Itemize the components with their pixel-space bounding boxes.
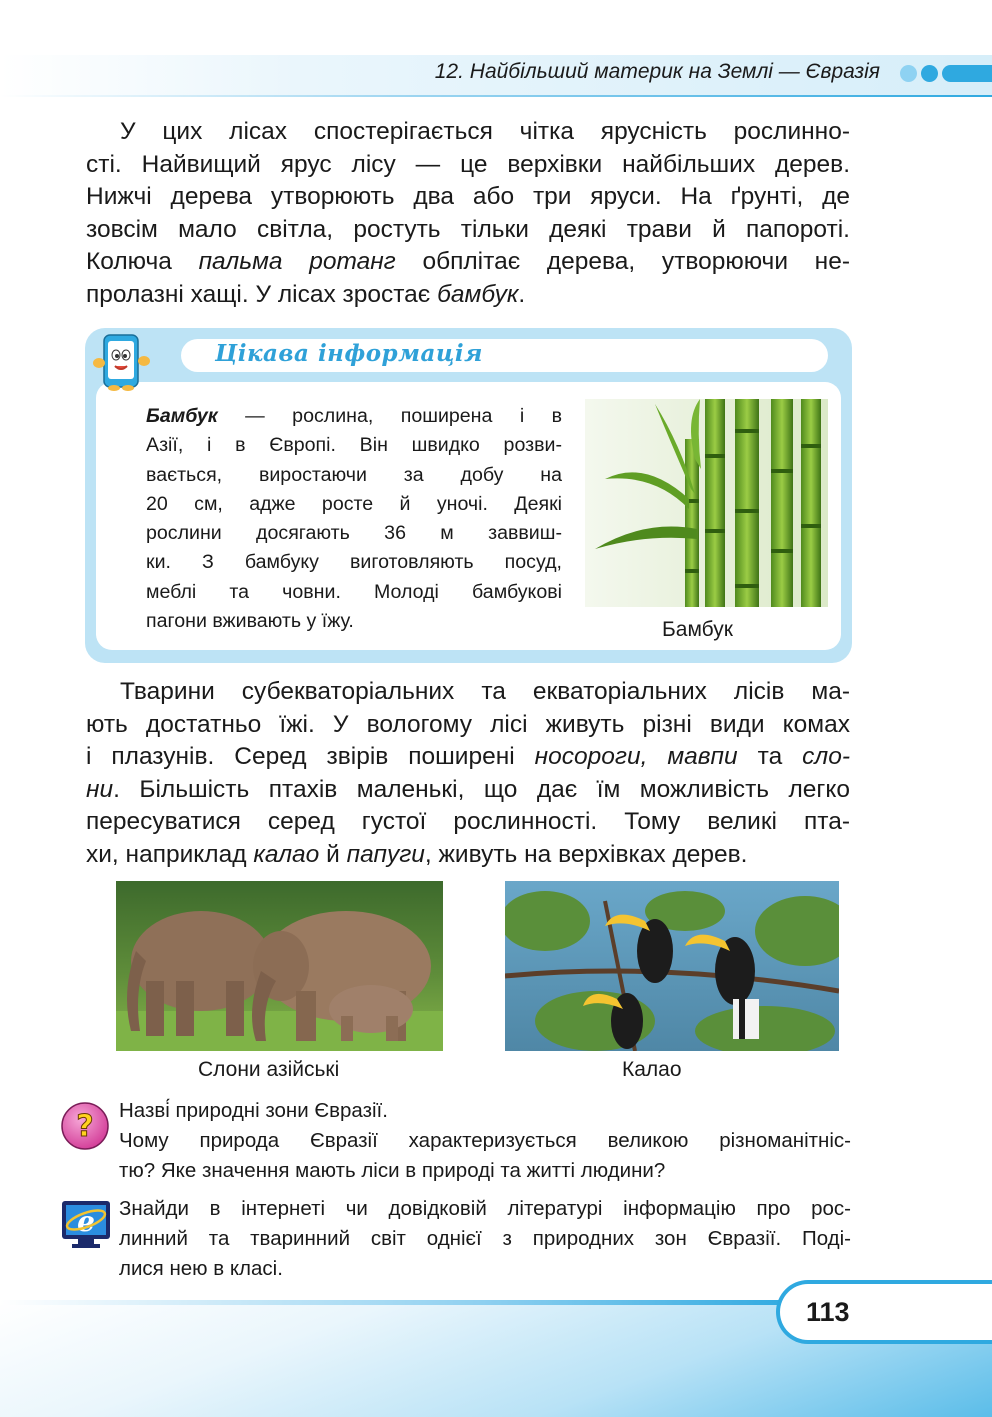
term-elephants-part: сло- <box>802 743 850 771</box>
text-line: 20 см, адже росте й уночі. Деякі <box>146 492 562 515</box>
question-mark-icon <box>60 1101 110 1151</box>
header-dot-light <box>900 65 917 82</box>
task-line: линний та тваринний світ однієї з природних зон Євразії. Поді- <box>119 1227 851 1250</box>
text-line: зовсім мало світла, ростуть тільки деякі трави й папороті. <box>86 215 850 243</box>
text-fragment: — рослина, поширена і в <box>217 405 562 427</box>
text-line: Нижчі дерева утворюють два або три яруси. На ґрунті, де <box>86 183 850 211</box>
questions-block <box>119 1096 851 1186</box>
text-line <box>86 774 850 807</box>
paragraph-animals <box>86 676 850 872</box>
text-fragment: Колюча <box>86 248 199 276</box>
term-bamboo: бамбук <box>437 280 519 308</box>
text-line: Тварини субекваторіальних та екваторіальних лісів ма- <box>120 678 850 705</box>
text-line: Азії, і в Європі. Він швидко розви- <box>146 434 562 457</box>
paragraph-forest-layers <box>86 116 850 312</box>
page-number: 113 <box>780 1284 992 1340</box>
text-line <box>86 741 850 774</box>
question-2-cont: тю? Яке значення мають ліси в природі та житті людини? <box>119 1159 666 1182</box>
text-fragment: пролазні хащі. У лісах зростає <box>86 280 438 308</box>
info-text-bamboo <box>146 402 562 636</box>
svg-text:e: e <box>77 1205 95 1238</box>
text-fragment: обплітає дерева, утворюючи не- <box>395 248 850 276</box>
text-fragment: . <box>518 280 526 308</box>
header-rule <box>0 95 992 97</box>
text-line: У цих лісах спостерігається чітка ярусність рослинно- <box>120 118 850 145</box>
text-line: меблі та човни. Молоді бамбукові <box>146 580 562 603</box>
header-decoration <box>900 63 992 83</box>
text-line: рослини досягають 36 м заввиш- <box>146 522 562 545</box>
text-line: пагони вживають у їжу. <box>146 610 354 633</box>
term-bamboo-bold: Бамбук <box>146 405 218 427</box>
svg-text:?: ? <box>76 1109 94 1144</box>
term-elephants-end: ни <box>86 775 114 803</box>
text-line <box>146 402 562 431</box>
text-line: вається, виростаючи за добу на <box>146 463 562 486</box>
term-rotang: пальма ротанг <box>198 248 396 276</box>
hornbill-photo <box>505 881 839 1051</box>
internet-explorer-icon <box>60 1199 112 1251</box>
bamboo-caption: Бамбук <box>662 618 733 641</box>
task-line: Знайди в інтернеті чи довідковій літературі інформацію про рос- <box>119 1197 851 1220</box>
text-line <box>86 246 850 279</box>
text-line: сті. Найвищий ярус лісу — це верхівки найбільших дерев. <box>86 150 850 178</box>
term-parrots: папуги <box>346 840 425 868</box>
header-dot-dark <box>921 65 938 82</box>
bamboo-image <box>585 399 828 607</box>
text-line <box>86 839 850 872</box>
header-bar <box>942 65 992 82</box>
text-fragment: та <box>737 743 803 771</box>
text-fragment: , живуть на верхівках дерев. <box>424 840 748 868</box>
elephants-photo <box>116 881 443 1051</box>
term-hornbill: калао <box>253 840 320 868</box>
term-rhinos-monkeys: носороги, мавпи <box>534 743 738 771</box>
tablet-mascot-icon <box>90 333 154 391</box>
hornbill-caption: Калао <box>622 1058 682 1081</box>
text-line: пересуватися серед густої рослинності. Тому великі пта- <box>86 808 850 836</box>
internet-task-block <box>119 1194 851 1284</box>
text-line: ки. З бамбуку виготовляють посуд, <box>146 551 562 574</box>
info-title: Цікава інформація <box>215 340 483 367</box>
text-line: ють достатньо їжі. У вологому лісі живуть різні види комах <box>86 710 850 738</box>
text-fragment: і плазунів. Серед звірів поширені <box>86 743 535 771</box>
chapter-title: 12. Найбільший материк на Землі — Євразія <box>434 60 880 83</box>
task-line: лися нею в класі. <box>119 1257 283 1280</box>
elephants-caption: Слони азійські <box>198 1058 340 1081</box>
question-2: Чому природа Євразії характеризується великою різноманітніс- <box>119 1129 851 1152</box>
text-line <box>86 279 850 312</box>
question-1: Назві́ природні зони Євразії. <box>119 1099 388 1122</box>
text-fragment: хи, наприклад <box>86 840 254 868</box>
text-fragment: . Більшість птахів маленькі, що дає їм можливість легко <box>113 775 850 803</box>
footer-line <box>0 1300 800 1305</box>
text-fragment: й <box>319 840 347 868</box>
